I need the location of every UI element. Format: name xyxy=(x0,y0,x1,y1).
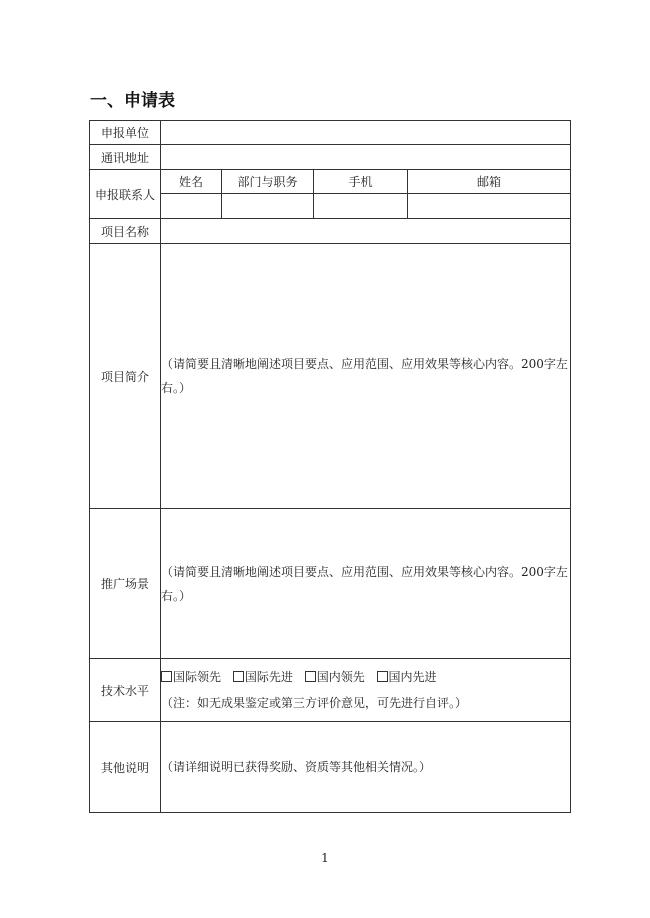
tech-level-label: 技术水平 xyxy=(90,659,161,722)
contact-email-field[interactable] xyxy=(408,194,571,219)
tech-option-intl-leading[interactable] xyxy=(161,670,221,684)
row-contact-header xyxy=(90,170,571,194)
tech-level-options xyxy=(161,664,570,690)
tech-option-label: 国际领先 xyxy=(173,670,222,684)
applicant-unit-label: 申报单位 xyxy=(90,121,161,145)
address-label: 通讯地址 xyxy=(90,145,161,170)
row-promotion-scene xyxy=(90,509,571,659)
row-project-name xyxy=(90,219,571,244)
contact-dept-field[interactable] xyxy=(222,194,314,219)
tech-option-label: 国际先进 xyxy=(244,670,293,684)
applicant-unit-field[interactable] xyxy=(161,121,571,145)
contact-dept-header: 部门与职务 xyxy=(222,170,314,194)
checkbox-icon[interactable] xyxy=(161,671,172,682)
promotion-scene-label: 推广场景 xyxy=(90,509,161,659)
tech-level-field xyxy=(161,659,571,722)
section-title: 一、申请表 xyxy=(90,91,175,111)
tech-option-domestic-leading[interactable] xyxy=(305,670,365,684)
checkbox-icon[interactable] xyxy=(233,671,244,682)
tech-option-label: 国内领先 xyxy=(316,670,365,684)
other-notes-label: 其他说明 xyxy=(90,722,161,813)
contact-email-header: 邮箱 xyxy=(408,170,571,194)
row-tech-level xyxy=(90,659,571,722)
checkbox-icon[interactable] xyxy=(377,671,388,682)
tech-option-intl-advanced[interactable] xyxy=(233,670,293,684)
row-project-intro xyxy=(90,244,571,509)
tech-option-label: 国内先进 xyxy=(388,670,437,684)
application-form-table xyxy=(89,120,571,813)
promotion-scene-field[interactable]: （请简要且清晰地阐述项目要点、应用范围、应用效果等核心内容。200字左右。） xyxy=(161,509,571,659)
project-intro-label: 项目简介 xyxy=(90,244,161,509)
contact-name-header: 姓名 xyxy=(161,170,222,194)
contact-phone-header: 手机 xyxy=(314,170,408,194)
project-name-field[interactable] xyxy=(161,219,571,244)
row-contact-values xyxy=(90,194,571,219)
row-other-notes xyxy=(90,722,571,813)
contact-label: 申报联系人 xyxy=(90,170,161,219)
tech-option-domestic-advanced[interactable] xyxy=(377,670,437,684)
tech-level-note: （注：如无成果鉴定或第三方评价意见，可先进行自评。） xyxy=(161,696,468,710)
row-applicant-unit xyxy=(90,121,571,145)
contact-phone-field[interactable] xyxy=(314,194,408,219)
other-notes-field[interactable]: （请详细说明已获得奖励、资质等其他相关情况。） xyxy=(161,722,571,813)
checkbox-icon[interactable] xyxy=(305,671,316,682)
row-address xyxy=(90,145,571,170)
address-field[interactable] xyxy=(161,145,571,170)
project-intro-field[interactable]: （请简要且清晰地阐述项目要点、应用范围、应用效果等核心内容。200字左右。） xyxy=(161,244,571,509)
page-number: 1 xyxy=(321,851,329,865)
contact-name-field[interactable] xyxy=(161,194,222,219)
project-name-label: 项目名称 xyxy=(90,219,161,244)
